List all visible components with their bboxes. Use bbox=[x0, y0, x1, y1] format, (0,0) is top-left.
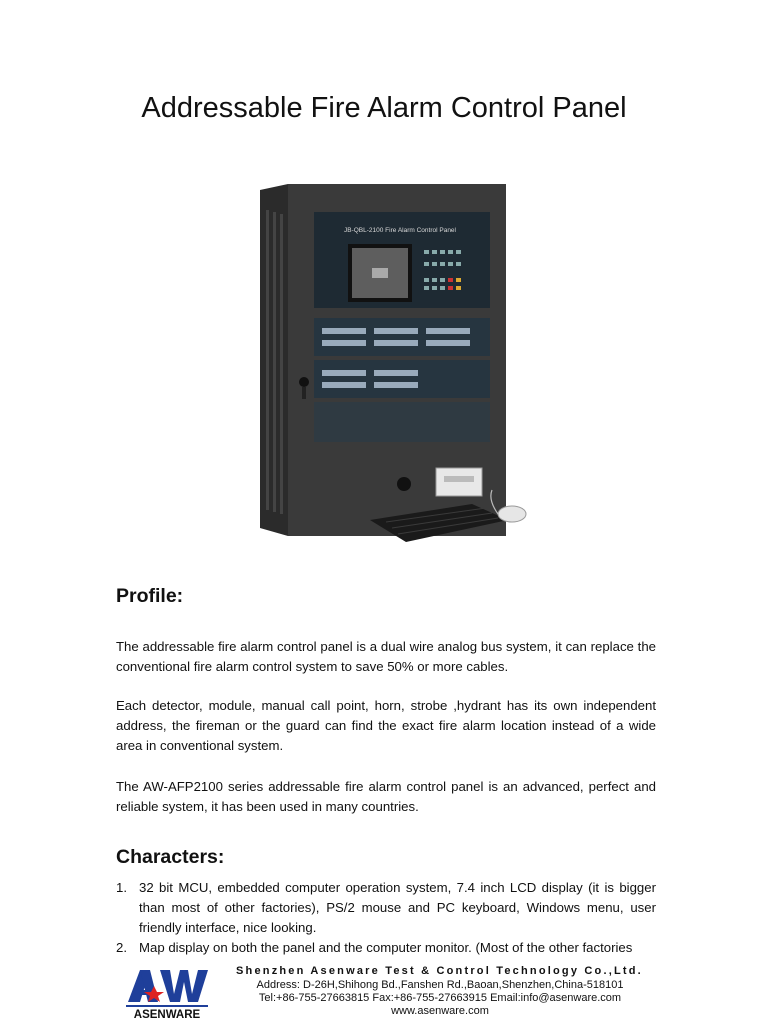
page-title: Addressable Fire Alarm Control Panel bbox=[141, 92, 627, 124]
profile-heading: Profile: bbox=[116, 585, 184, 607]
characters-list bbox=[116, 878, 656, 958]
list-item bbox=[116, 938, 656, 958]
profile-paragraph: The AW-AFP2100 series addressable fire alarm control panel is an advanced, perfect and reliable system, it has been used in many countries. bbox=[116, 779, 656, 814]
company-name: Shenzhen Asenware Test & Control Technology Co.,Ltd. bbox=[236, 965, 643, 977]
footer bbox=[0, 958, 768, 1024]
asenware-logo bbox=[124, 964, 210, 1020]
logo-wordmark: ASENWARE bbox=[133, 1009, 201, 1020]
profile-paragraph: Each detector, module, manual call point, horn, strobe ,hydrant has its own independent address, the fireman or the guard can find the exact fire alarm location instead of a wide area in conventional system. bbox=[116, 698, 656, 753]
company-address: Address: D-26H,Shihong Bd.,Fanshen Rd.,Baoan,Shenzhen,China-518101 bbox=[256, 979, 624, 991]
list-number: 2. bbox=[116, 940, 127, 955]
company-website[interactable]: www.asenware.com bbox=[391, 1005, 489, 1017]
product-photo bbox=[236, 170, 536, 555]
profile-paragraph: The addressable fire alarm control panel is a dual wire analog bus system, it can replace the conventional fire alarm control system to save 50% or more cables. bbox=[116, 639, 656, 674]
panel-label: JB-QBL-2100 Fire Alarm Control Panel bbox=[344, 227, 456, 234]
list-number: 1. bbox=[116, 880, 127, 895]
list-item bbox=[116, 878, 656, 938]
list-text: Map display on both the panel and the computer monitor. (Most of the other factories bbox=[139, 940, 633, 955]
list-text: 32 bit MCU, embedded computer operation system, 7.4 inch LCD display (it is bigger than most of other factories), PS/2 mouse and PC keyboard, Windows menu, user friendly interface, nice looking. bbox=[139, 880, 656, 935]
company-contact: Tel:+86-755-27663815 Fax:+86-755-27663915 Email:info@asenware.com bbox=[258, 992, 622, 1004]
characters-heading: Characters: bbox=[116, 846, 225, 868]
